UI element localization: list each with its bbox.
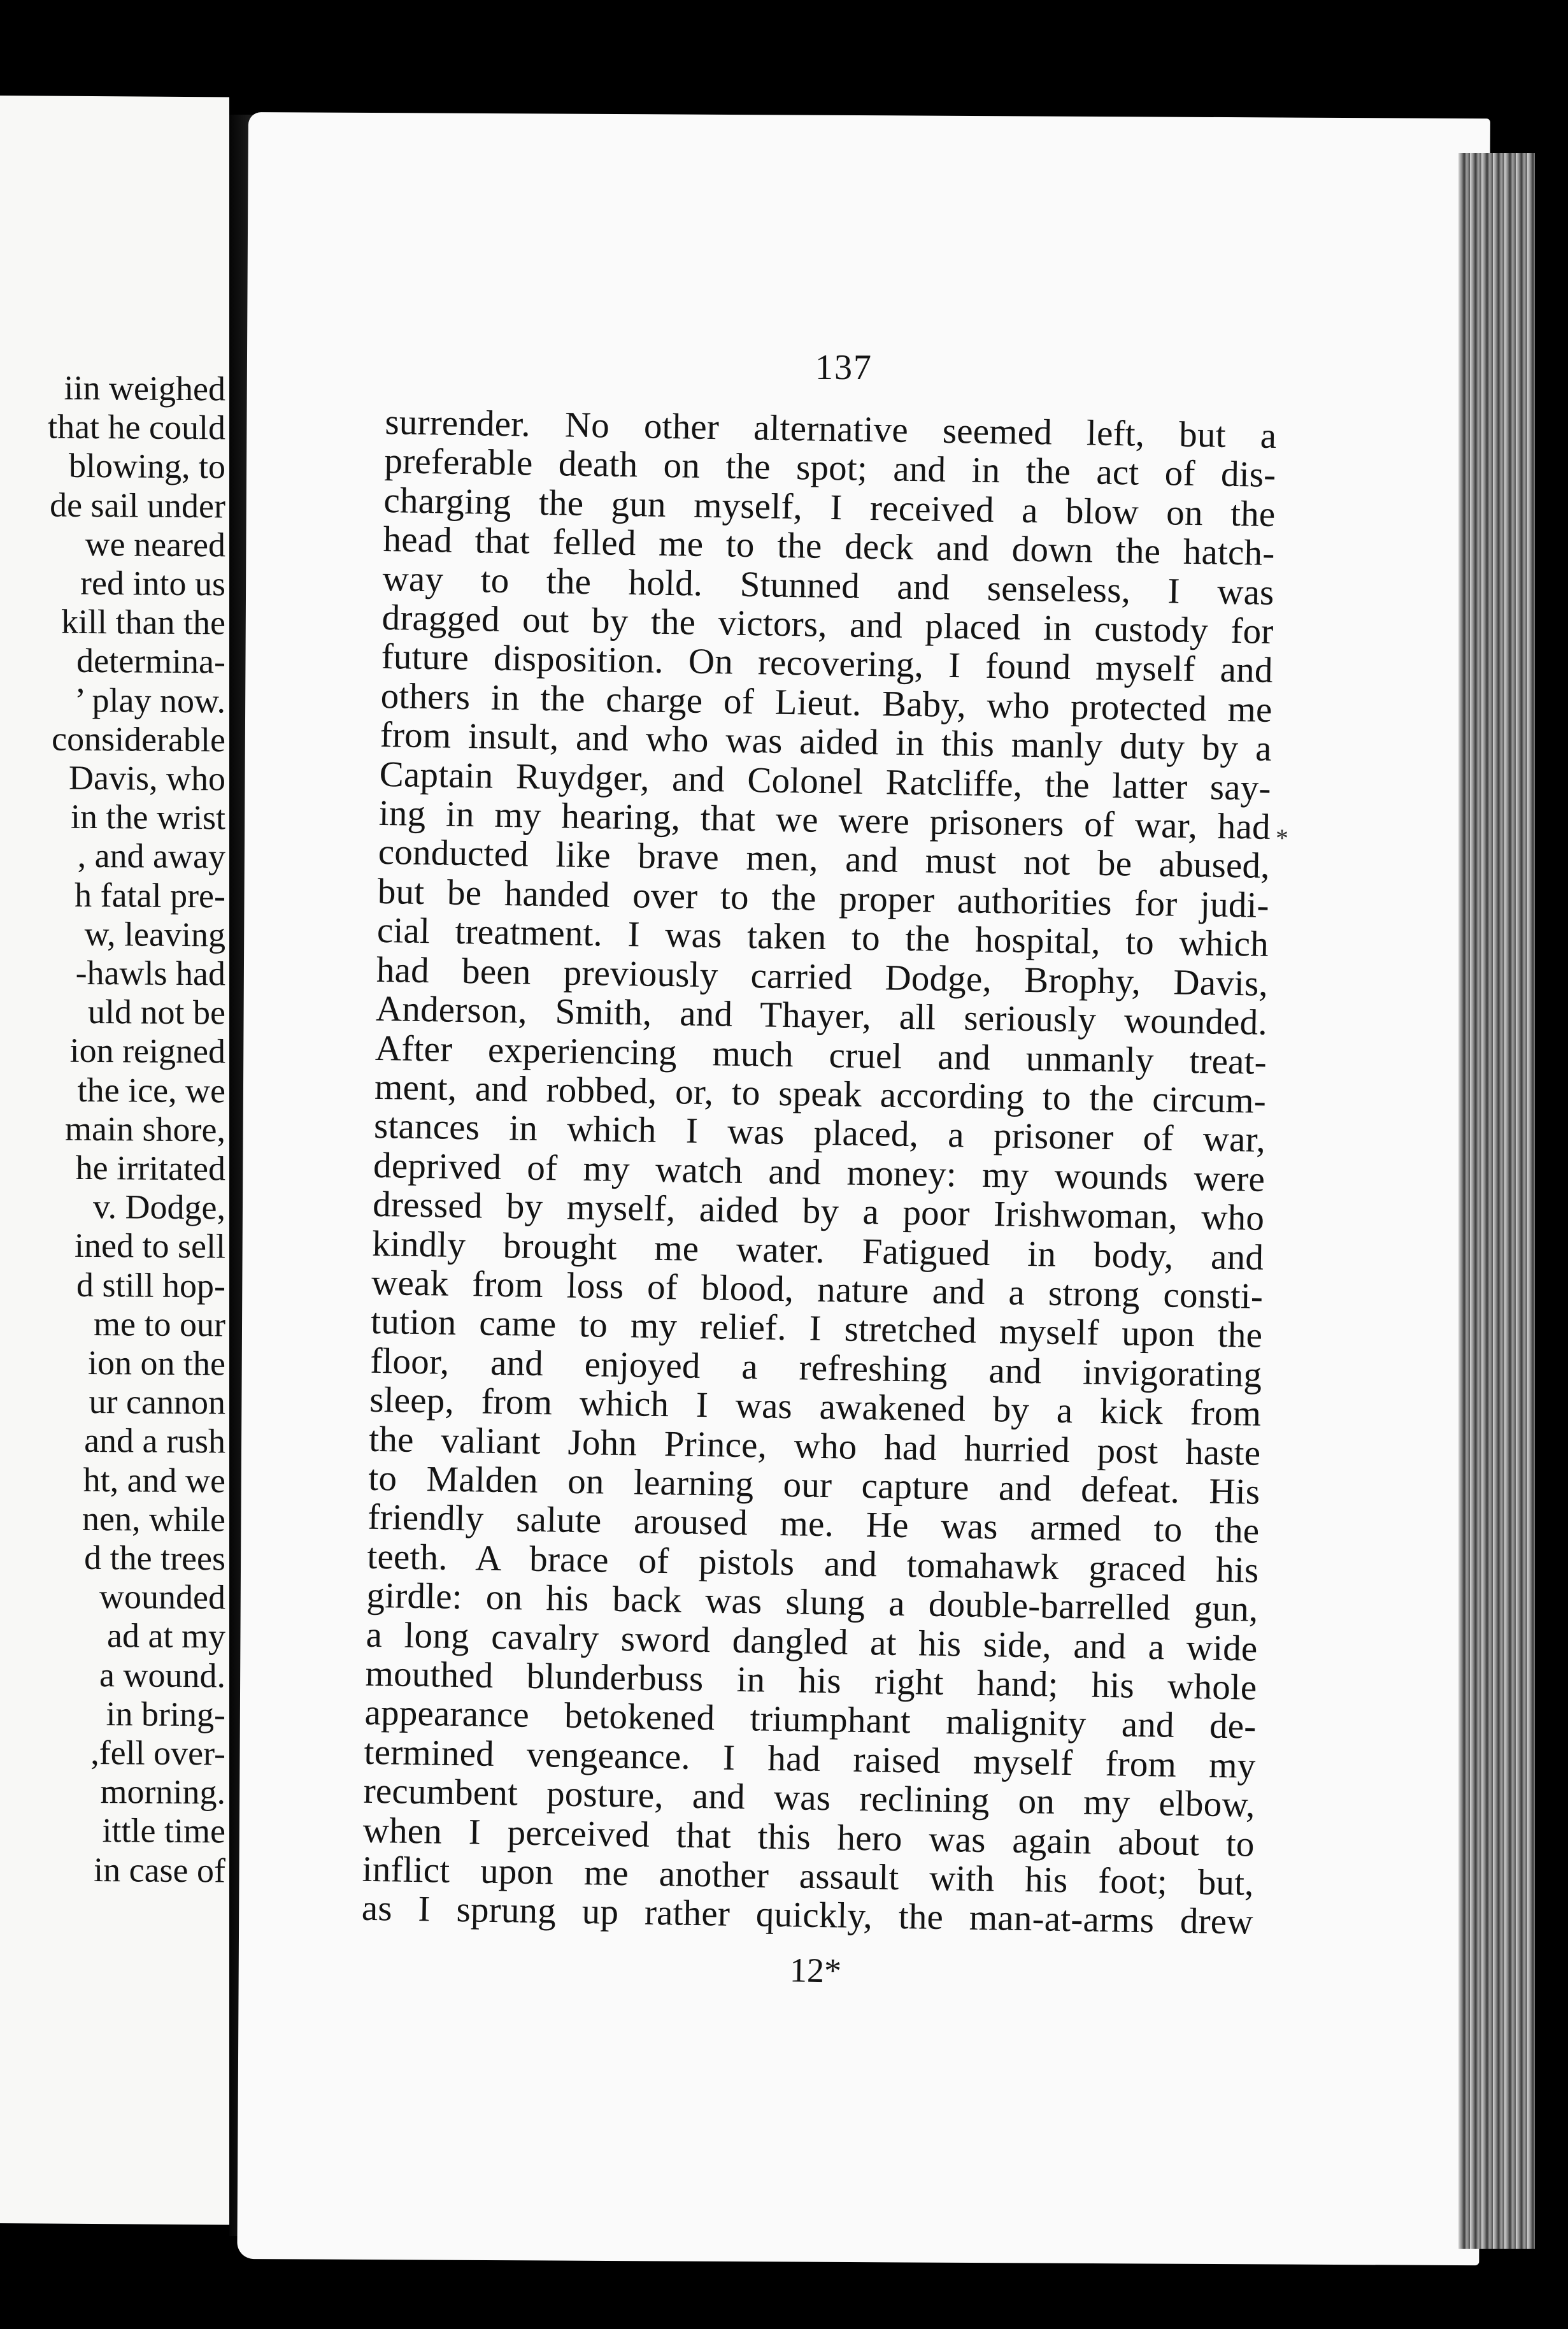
left-page-line: kill than the (61, 602, 225, 642)
text-line: girdle: on his back was slung a double-barrelled gun, (366, 1575, 1258, 1630)
left-page-line: ion on the (88, 1343, 225, 1383)
text-line: surrender. No other alternative seemed left, but a (385, 402, 1277, 456)
left-page-line: ined to sell (75, 1226, 225, 1266)
left-page-line: a wound. (99, 1655, 225, 1695)
text-line: weak from loss of blood, nature and a strong consti- (371, 1262, 1264, 1317)
left-page-line: ittle time (102, 1811, 225, 1851)
left-page-line: ad at my (107, 1616, 225, 1656)
left-page-line: ur cannon (89, 1382, 225, 1422)
page-number: 137 (815, 348, 873, 387)
left-page-line: ht, and we (83, 1460, 225, 1500)
text-line: to Malden on learning our capture and defeat. His (367, 1458, 1260, 1512)
body-text (361, 403, 1276, 1942)
page-edges (1458, 153, 1535, 2249)
text-line: dragged out by the victors, and placed in custody for (381, 597, 1274, 652)
left-page-line: the ice, we (77, 1070, 225, 1110)
text-line: After experiencing much cruel and unmanly treat- (374, 1028, 1267, 1082)
left-page-line: ’ play now. (75, 680, 225, 720)
left-page-line: wounded (99, 1577, 225, 1617)
text-line: teeth. A brace of pistols and tomahawk graced his (367, 1536, 1259, 1591)
text-line: head that felled me to the deck and down the hatch- (383, 519, 1275, 574)
text-line: appearance betokened triumphant malignity and de- (364, 1693, 1257, 1747)
left-page-line: -hawls had (75, 953, 225, 993)
left-page-line: determina- (76, 641, 225, 681)
left-page-line: main shore, (65, 1109, 225, 1149)
left-page-line: me to our (94, 1304, 225, 1344)
text-line: friendly salute aroused me. He was armed to the (367, 1497, 1260, 1552)
text-line: preferable death on the spot; and in the act of dis- (384, 441, 1276, 496)
left-page-line: Davis, who (69, 758, 225, 798)
left-page-line: we neared (85, 524, 225, 564)
text-line: Captain Ruydger, and Colonel Ratcliffe, the latter say- (379, 754, 1272, 808)
text-line: had been previously carried Dodge, Brophy, Davis, (376, 949, 1269, 1004)
text-line: ment, and robbed, or, to speak according to the circum- (374, 1066, 1267, 1121)
text-line: future disposition. On recovering, I found myself and (381, 636, 1274, 691)
left-page-line: w, leaving (84, 914, 225, 954)
left-page-line: h fatal pre- (75, 875, 225, 915)
print-speck-icon: * (1276, 824, 1288, 852)
left-page-line: in bring- (106, 1694, 225, 1734)
text-line: when I perceived that this hero was again about to (362, 1810, 1255, 1865)
left-page-line: iin weighed (64, 368, 225, 408)
left-page-line: in case of (94, 1850, 225, 1890)
text-line: tution came to my relief. I stretched myself upon the (370, 1301, 1263, 1356)
left-page-line: nen, while (82, 1499, 225, 1539)
text-line: dressed by myself, aided by a poor Irishwoman, who (372, 1184, 1265, 1238)
left-page-line: ,fell over- (90, 1733, 225, 1773)
text-line: the valiant John Prince, who had hurried post haste (368, 1419, 1261, 1473)
text-line: mouthed blunderbuss in his right hand; his whole (365, 1653, 1257, 1708)
text-line: others in the charge of Lieut. Baby, who protected me (380, 675, 1273, 730)
text-line: sleep, from which I was awakened by a kick from (369, 1379, 1262, 1434)
text-line: recumbent posture, and was reclining on my elbow, (363, 1770, 1256, 1825)
left-page-line: , and away (77, 836, 225, 876)
left-page-line: he irritated (75, 1148, 225, 1188)
left-page-line: that he could (48, 407, 225, 447)
signature-mark: 12* (789, 1951, 842, 1990)
text-line: termined vengeance. I had raised myself from my (364, 1731, 1257, 1786)
text-line: Anderson, Smith, and Thayer, all seriously wounded. (375, 988, 1268, 1043)
text-line: charging the gun myself, I received a blow on the (383, 480, 1276, 534)
text-line: deprived of my watch and money: my wounds were (373, 1145, 1265, 1200)
left-page-line: morning. (100, 1772, 225, 1812)
left-page-line: uld not be (88, 993, 225, 1032)
left-page-line: ion reigned (69, 1031, 225, 1071)
text-line: way to the hold. Stunned and senseless, I was (382, 558, 1274, 613)
text-line: as I sprung up rather quickly, the man-at-arms drew (361, 1888, 1254, 1943)
left-page-line: red into us (80, 563, 225, 603)
left-page-line: blowing, to (68, 447, 225, 486)
left-page-line: v. Dodge, (93, 1187, 225, 1227)
left-page-line: d the trees (84, 1538, 225, 1578)
left-page-line: and a rush (84, 1421, 225, 1461)
text-line: kindly brought me water. Fatigued in body, and (371, 1223, 1264, 1278)
text-line: conducted like brave men, and must not be abused, (378, 832, 1271, 887)
text-line: cial treatment. I was taken to the hospital, to which (376, 910, 1269, 965)
text-line: ing in my hearing, that we were prisoners of war, had (378, 792, 1271, 847)
text-line: a long cavalry sword dangled at his side, and a wide (366, 1614, 1258, 1669)
text-line: floor, and enjoyed a refreshing and invigorating (369, 1340, 1262, 1395)
left-page (0, 96, 229, 2225)
text-line: stances in which I was placed, a prisoner of war, (373, 1106, 1266, 1161)
text-line: but be handed over to the proper authorities for judi- (377, 871, 1270, 926)
text-line: from insult, and who was aided in this manly duty by a (380, 715, 1272, 770)
left-page-line: d still hop- (76, 1265, 225, 1305)
text-line: inflict upon me another assault with his foot; but, (362, 1849, 1255, 1903)
left-page-line: considerable (52, 719, 225, 759)
left-page-line: in the wrist (71, 797, 225, 837)
left-page-line: de sail under (50, 485, 225, 526)
